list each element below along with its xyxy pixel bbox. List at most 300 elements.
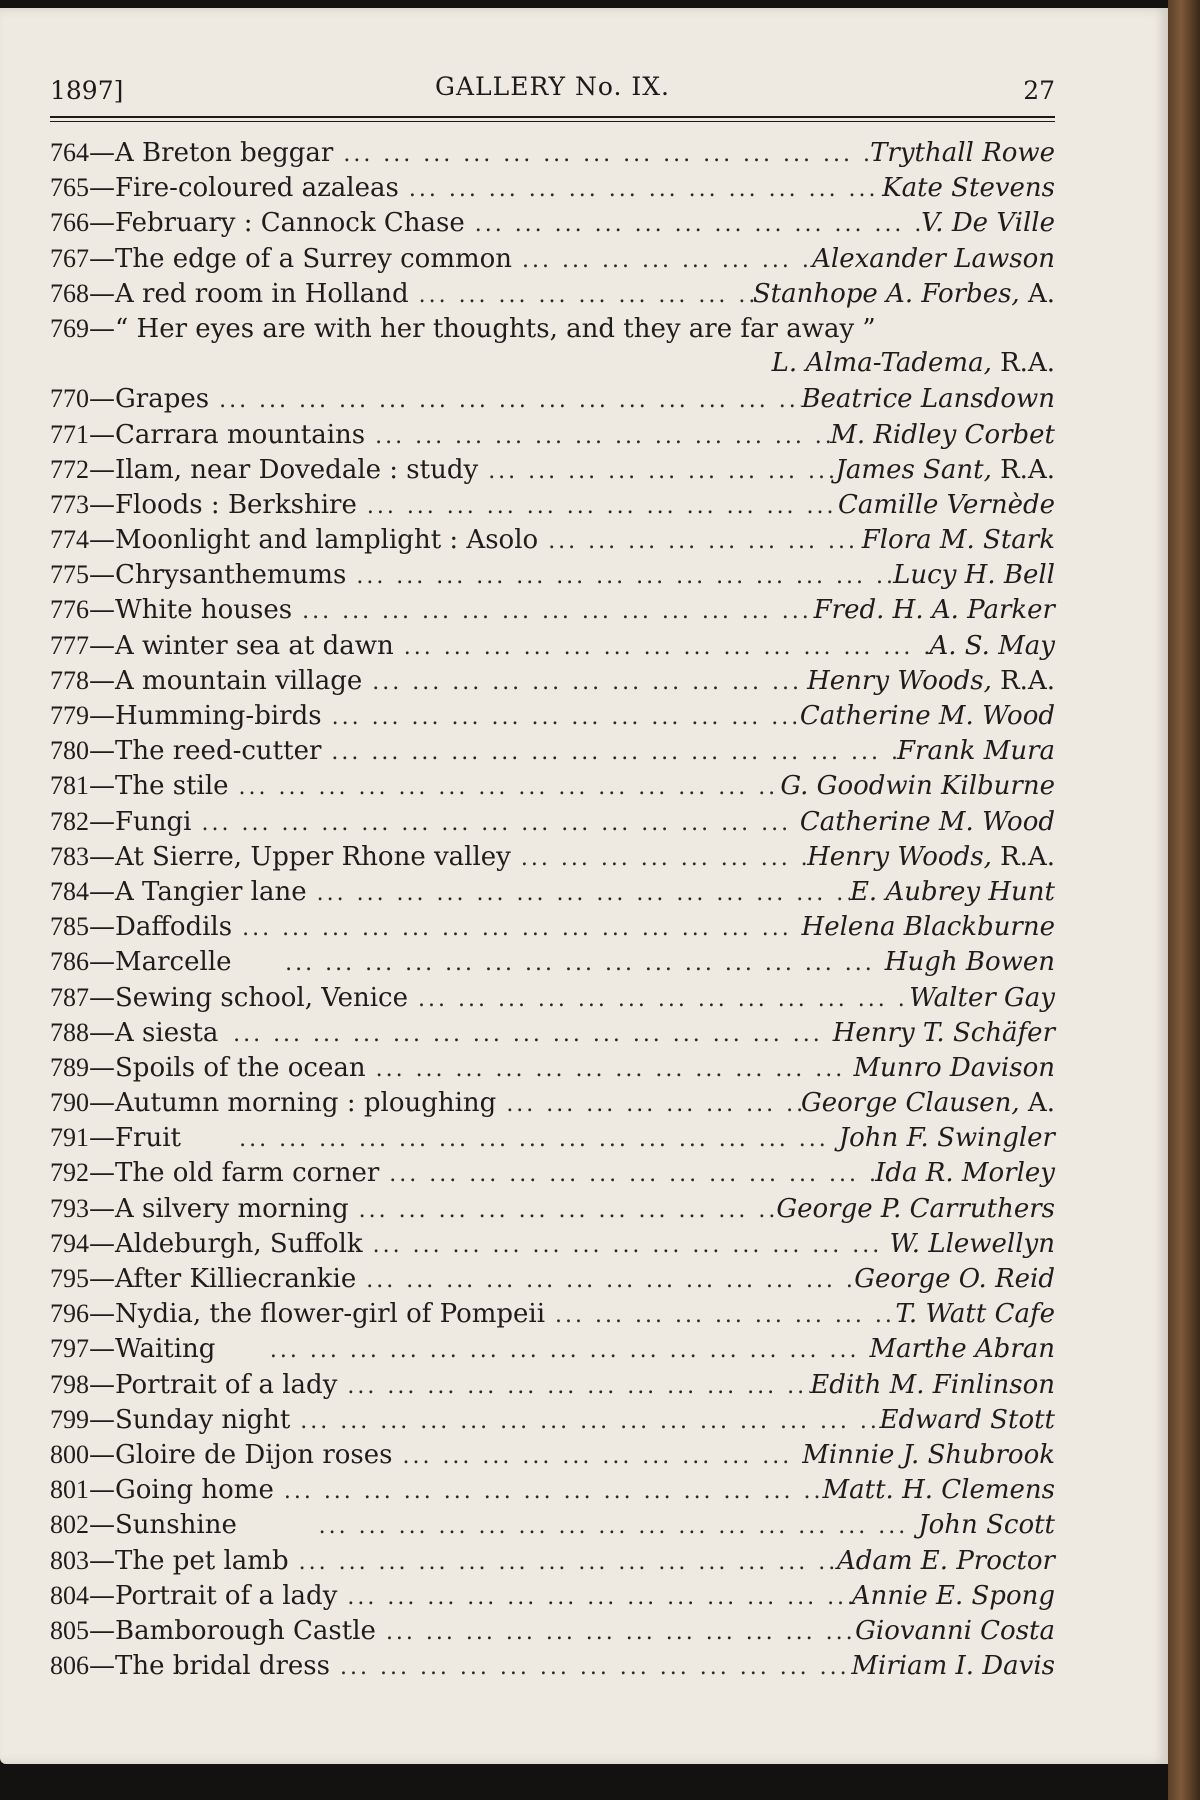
entry-artist	[837, 1544, 1055, 1579]
artist-name: W. Llewellyn	[889, 1228, 1055, 1259]
entry-number: 802	[50, 1510, 89, 1540]
entry-artist	[833, 1016, 1055, 1051]
entry-dash: —	[89, 525, 115, 556]
list-item	[50, 804, 1055, 839]
list-item	[50, 839, 1055, 874]
entry-number: 765	[50, 173, 89, 203]
entry-dash: —	[89, 630, 115, 661]
entry-dash: —	[89, 1017, 115, 1048]
artist-name: Hugh Bowen	[884, 947, 1055, 978]
entry-title: A Tangier lane	[115, 876, 307, 907]
entry-artist	[780, 769, 1055, 804]
entry-number: 800	[50, 1439, 89, 1469]
entry-dash: —	[89, 419, 115, 450]
entry-artist	[772, 346, 1055, 381]
entry-number: 792	[50, 1158, 89, 1188]
entry-title: Aldeburgh, Suffolk	[115, 1228, 363, 1259]
artist-name: Beatrice Lansdown	[801, 384, 1055, 415]
entry-artist	[897, 734, 1055, 769]
leader-dots	[229, 770, 781, 805]
entry-title: The reed-cutter	[115, 736, 322, 767]
leader-dots	[349, 1193, 777, 1228]
book-spine	[1168, 0, 1200, 1800]
leader-dots	[357, 489, 838, 524]
entry-number: 789	[50, 1052, 89, 1082]
entry-number: 795	[50, 1264, 89, 1293]
artist-name: Lucy H. Bell	[893, 560, 1055, 591]
entry-number: 766	[50, 208, 89, 238]
artist-name: Kate Stevens	[882, 173, 1055, 204]
entry-number: 798	[50, 1369, 89, 1399]
leader-dots	[232, 911, 801, 946]
entry-title: White houses	[115, 595, 293, 626]
artist-name: Walter Gay	[909, 982, 1055, 1013]
artist-name: George O. Reid	[854, 1264, 1055, 1294]
artist-honor: A.	[1027, 278, 1055, 309]
artist-name: Trythall Rowe	[870, 138, 1055, 168]
artist-name: John F. Swingler	[838, 1123, 1055, 1154]
list-item	[50, 135, 1055, 170]
entry-title: Fungi	[115, 806, 192, 837]
artist-name: John Scott	[918, 1510, 1055, 1541]
leader-dots	[290, 1404, 879, 1439]
entry-artist	[802, 1438, 1055, 1473]
entry-artist	[800, 699, 1055, 734]
entry-number: 764	[50, 138, 89, 167]
entry-artist	[909, 981, 1055, 1016]
list-item	[50, 417, 1055, 452]
header-rule-thin	[50, 121, 1055, 122]
entry-dash: —	[89, 313, 115, 344]
list-item	[50, 663, 1055, 698]
artist-honor: R.A.	[1000, 665, 1055, 696]
entry-number: 801	[50, 1475, 89, 1505]
entry-number: 775	[50, 560, 89, 590]
page-number: 27	[1023, 76, 1055, 105]
entry-artist	[870, 1332, 1056, 1367]
artist-name: V. De Ville	[921, 208, 1055, 239]
artist-name: Miriam I. Davis	[851, 1651, 1055, 1682]
entry-title: Fruit	[115, 1123, 181, 1154]
entry-title: Waiting	[115, 1334, 216, 1365]
entry-artist	[879, 1403, 1055, 1438]
entry-artist	[870, 136, 1055, 171]
leader-dots	[215, 1333, 869, 1368]
entry-artist	[807, 840, 1055, 875]
list-item	[50, 1191, 1055, 1226]
entry-artist	[929, 629, 1055, 664]
entry-artist	[802, 910, 1055, 945]
artist-name: G. Goodwin Kilburne	[780, 771, 1055, 802]
entry-dash: —	[89, 1404, 115, 1435]
leader-dots	[356, 1263, 854, 1298]
list-item	[50, 1367, 1055, 1402]
list-item	[50, 1296, 1055, 1331]
list-item	[50, 768, 1055, 803]
list-item	[50, 522, 1055, 557]
list-item	[50, 909, 1055, 944]
list-item	[50, 557, 1055, 592]
entry-dash: —	[89, 1334, 115, 1365]
list-item	[50, 733, 1055, 768]
entry-number: 773	[50, 489, 89, 519]
entry-artist	[918, 1508, 1055, 1543]
entry-number: 796	[50, 1299, 89, 1329]
entry-artist	[854, 1262, 1055, 1297]
artist-name: Edward Stott	[879, 1404, 1055, 1435]
entry-artist	[862, 523, 1055, 558]
artist-name: A. S. May	[929, 630, 1055, 661]
entry-artist	[830, 418, 1055, 453]
entry-title: The stile	[115, 771, 229, 802]
entry-list	[50, 135, 1055, 1683]
entry-number: 794	[50, 1228, 89, 1258]
list-item	[50, 1437, 1055, 1472]
entry-artist	[850, 875, 1055, 910]
entry-artist	[893, 558, 1055, 593]
entry-number: 790	[50, 1088, 89, 1118]
entry-title: Ilam, near Dovedale : study	[115, 454, 479, 485]
entry-title: The pet lamb	[115, 1545, 289, 1576]
list-item	[50, 1402, 1055, 1437]
entry-title: Chrysanthemums	[115, 560, 347, 591]
entry-number: 799	[50, 1404, 89, 1434]
entry-number: 786	[50, 947, 89, 977]
entry-dash: —	[89, 595, 115, 626]
entry-dash: —	[89, 771, 115, 802]
list-item	[50, 1050, 1055, 1085]
entry-artist	[836, 453, 1056, 488]
artist-honor: R.A.	[1000, 841, 1055, 872]
leader-dots	[408, 982, 909, 1017]
artist-name: Alexander Lawson	[812, 243, 1055, 274]
list-item	[50, 311, 1055, 346]
list-item	[50, 1120, 1055, 1155]
leader-dots	[366, 1052, 854, 1087]
entry-number: 803	[50, 1545, 89, 1575]
entry-title: Carrara mountains	[115, 419, 366, 450]
entry-dash: —	[89, 1510, 115, 1541]
artist-name: E. Aubrey Hunt	[849, 876, 1055, 907]
catalogue-page	[0, 8, 1168, 1764]
leader-dots	[322, 700, 800, 735]
entry-artist	[838, 488, 1055, 523]
list-item	[50, 276, 1055, 311]
entry-number: 774	[50, 525, 89, 555]
entry-dash: —	[89, 701, 115, 731]
list-item	[50, 874, 1055, 909]
entry-title: A mountain village	[115, 665, 363, 696]
list-item	[50, 205, 1055, 240]
entry-number: 778	[50, 665, 89, 695]
leader-dots	[379, 1157, 875, 1192]
leader-dots	[333, 137, 870, 172]
artist-name: Henry Woods,	[807, 665, 992, 696]
list-item	[50, 381, 1055, 416]
entry-number: 784	[50, 876, 89, 906]
entry-title: A red room in Holland	[115, 278, 409, 309]
header-rule-thick	[50, 116, 1055, 118]
leader-dots	[330, 1650, 851, 1685]
entry-artist	[921, 206, 1055, 241]
leader-dots	[394, 630, 930, 665]
leader-dots	[181, 1122, 839, 1157]
entry-artist	[807, 664, 1055, 699]
list-item	[50, 1578, 1055, 1613]
entry-title: A winter sea at dawn	[115, 630, 394, 661]
artist-name: Catherine M. Wood	[799, 701, 1055, 731]
entry-number: 777	[50, 630, 89, 660]
leader-dots	[209, 383, 801, 418]
entry-number: 770	[50, 384, 89, 414]
entry-artist	[814, 593, 1055, 628]
entry-title: Sunshine	[115, 1510, 237, 1541]
list-item	[50, 628, 1055, 663]
leader-dots	[232, 946, 885, 981]
entry-dash: —	[89, 1193, 115, 1224]
entry-dash: —	[89, 454, 115, 485]
entry-dash: —	[89, 947, 115, 978]
entry-number: 783	[50, 841, 89, 871]
entry-artist	[800, 805, 1055, 840]
entry-title: Gloire de Dijon roses	[115, 1439, 393, 1470]
artist-name: George Clausen,	[800, 1088, 1020, 1119]
list-item	[50, 170, 1055, 205]
leader-dots	[399, 172, 882, 207]
entry-number: 767	[50, 243, 89, 273]
entry-number: 806	[50, 1651, 89, 1681]
artist-name: Fred. H. A. Parker	[813, 595, 1055, 626]
leader-dots	[346, 559, 893, 594]
artist-name: Minnie J. Shubrook	[802, 1439, 1055, 1470]
artist-name: Camille Vernède	[837, 489, 1055, 520]
entry-title: The bridal dress	[115, 1651, 330, 1682]
artist-name: George P. Carruthers	[776, 1193, 1055, 1224]
entry-artist	[810, 1368, 1055, 1403]
entry-title: The edge of a Surrey common	[115, 243, 513, 274]
entry-number: 771	[50, 419, 89, 449]
entry-title: Marcelle	[115, 947, 232, 978]
entry-dash: —	[89, 736, 115, 767]
artist-name: Annie E. Spong	[851, 1580, 1055, 1611]
list-item-continuation	[50, 346, 1055, 381]
entry-number: 768	[50, 278, 89, 308]
leader-dots	[512, 243, 812, 278]
artist-name: M. Ridley Corbet	[830, 419, 1055, 450]
leader-dots	[538, 524, 862, 559]
entry-dash: —	[89, 1651, 115, 1682]
artist-honor: A.	[1027, 1088, 1055, 1119]
artist-name: Frank Mura	[896, 736, 1055, 767]
leader-dots	[365, 419, 830, 454]
entry-dash: —	[89, 138, 115, 168]
entry-title: Autumn morning : ploughing	[115, 1088, 497, 1119]
list-item	[50, 1155, 1055, 1190]
entry-number: 785	[50, 912, 89, 942]
entry-artist	[776, 1192, 1055, 1227]
list-item	[50, 1472, 1055, 1507]
entry-number: 797	[50, 1334, 89, 1364]
list-item	[50, 944, 1055, 979]
entry-title: A silvery morning	[115, 1193, 349, 1224]
leader-dots	[362, 665, 807, 700]
entry-dash: —	[89, 1545, 115, 1576]
artist-name: Marthe Abran	[869, 1334, 1055, 1365]
entry-artist	[895, 1297, 1055, 1332]
entry-number: 788	[50, 1017, 89, 1047]
leader-dots	[545, 1298, 895, 1333]
gallery-title: GALLERY No. IX.	[435, 72, 670, 101]
entry-title: “ Her eyes are with her thoughts, and they are far away ”	[115, 313, 876, 344]
entry-title: Spoils of the ocean	[115, 1052, 366, 1083]
entry-dash: —	[89, 841, 115, 872]
artist-honor: R.A.	[1000, 454, 1055, 485]
list-item	[50, 1085, 1055, 1120]
entry-artist	[855, 1614, 1055, 1649]
entry-artist	[801, 1086, 1055, 1121]
entry-artist	[801, 382, 1055, 417]
leader-dots	[237, 1509, 918, 1544]
entry-title: Fire-coloured azaleas	[115, 173, 399, 204]
entry-artist	[753, 277, 1055, 312]
leader-dots	[307, 876, 850, 911]
entry-title: Grapes	[115, 384, 210, 415]
entry-dash: —	[89, 208, 115, 239]
entry-title: After Killiecrankie	[115, 1264, 357, 1294]
entry-title: A Breton beggar	[115, 138, 334, 168]
artist-name: Munro Davison	[853, 1052, 1055, 1083]
artist-name: Adam E. Proctor	[836, 1545, 1055, 1576]
entry-dash: —	[89, 1158, 115, 1189]
list-item	[50, 1015, 1055, 1050]
leader-dots	[337, 1369, 810, 1404]
entry-title: A siesta	[115, 1017, 219, 1048]
list-item	[50, 487, 1055, 522]
entry-number: 769	[50, 313, 89, 343]
leader-dots	[363, 1228, 890, 1263]
page-header	[50, 70, 1055, 110]
entry-title: Portrait of a lady	[115, 1369, 338, 1400]
entry-title: Floods : Berkshire	[115, 489, 357, 520]
list-item	[50, 592, 1055, 627]
entry-dash: —	[89, 1615, 115, 1646]
entry-dash: —	[89, 912, 115, 943]
artist-name: Stanhope A. Forbes,	[752, 278, 1020, 309]
list-item	[50, 1507, 1055, 1542]
leader-dots	[392, 1439, 802, 1474]
artist-name: Matt. H. Clemens	[822, 1475, 1055, 1506]
entry-title: Going home	[115, 1475, 274, 1506]
entry-dash: —	[89, 560, 115, 591]
entry-number: 780	[50, 736, 89, 766]
entry-artist	[885, 945, 1055, 980]
header-year: 1897]	[50, 76, 124, 105]
leader-dots	[409, 278, 753, 313]
list-item	[50, 1226, 1055, 1261]
leader-dots	[289, 1545, 837, 1580]
entry-dash: —	[89, 1052, 115, 1083]
entry-dash: —	[89, 1299, 115, 1330]
leader-dots	[292, 594, 814, 629]
entry-number: 793	[50, 1193, 89, 1223]
list-item	[50, 1543, 1055, 1578]
list-item	[50, 241, 1055, 276]
entry-dash: —	[89, 489, 115, 520]
entry-artist	[823, 1473, 1055, 1508]
list-item	[50, 1613, 1055, 1648]
leader-dots	[478, 454, 835, 489]
entry-title: Moonlight and lamplight : Asolo	[115, 525, 539, 556]
entry-title: Humming-birds	[115, 701, 322, 731]
entry-dash: —	[89, 243, 115, 274]
entry-number: 787	[50, 982, 89, 1012]
entry-dash: —	[89, 982, 115, 1013]
entry-dash: —	[89, 1123, 115, 1154]
entry-number: 776	[50, 595, 89, 625]
leader-dots	[218, 1017, 832, 1052]
entry-artist	[812, 242, 1055, 277]
list-item	[50, 452, 1055, 487]
artist-name: T. Watt Cafe	[895, 1299, 1055, 1330]
entry-title: The old farm corner	[115, 1158, 380, 1189]
entry-artist	[875, 1156, 1055, 1191]
entry-title: Sunday night	[115, 1404, 291, 1435]
leader-dots	[274, 1474, 823, 1509]
entry-dash: —	[89, 876, 115, 907]
artist-name: James Sant,	[835, 454, 992, 485]
entry-dash: —	[89, 1439, 115, 1470]
entry-number: 782	[50, 806, 89, 836]
entry-dash: —	[89, 1369, 115, 1400]
entry-number: 779	[50, 701, 89, 730]
entry-artist	[853, 1051, 1055, 1086]
leader-dots	[337, 1580, 851, 1615]
entry-number: 805	[50, 1615, 89, 1645]
list-item	[50, 1331, 1055, 1366]
entry-dash: —	[89, 1580, 115, 1611]
leader-dots	[192, 806, 800, 841]
entry-title: Daffodils	[115, 912, 233, 943]
entry-artist	[839, 1121, 1055, 1156]
leader-dots	[376, 1615, 855, 1650]
entry-number: 791	[50, 1123, 89, 1153]
entry-title: Portrait of a lady	[115, 1580, 338, 1611]
entry-dash: —	[89, 1475, 115, 1506]
list-item	[50, 1261, 1055, 1296]
entry-dash: —	[89, 278, 115, 309]
artist-name: Catherine M. Wood	[799, 806, 1055, 837]
entry-number: 804	[50, 1580, 89, 1610]
artist-honor: R.A.	[1000, 348, 1055, 379]
list-item	[50, 698, 1055, 733]
entry-artist	[890, 1227, 1055, 1262]
artist-name: Henry T. Schäfer	[832, 1017, 1055, 1048]
entry-title: February : Cannock Chase	[115, 208, 465, 239]
entry-dash: —	[89, 1088, 115, 1119]
entry-number: 781	[50, 771, 89, 801]
leader-dots	[321, 735, 897, 770]
entry-dash: —	[89, 173, 115, 204]
entry-title: Sewing school, Venice	[115, 982, 409, 1013]
artist-name: Flora M. Stark	[861, 525, 1055, 556]
list-item	[50, 1648, 1055, 1683]
leader-dots	[465, 207, 921, 242]
entry-title: Nydia, the flower-girl of Pompeii	[115, 1299, 546, 1330]
leader-dots	[496, 1087, 801, 1122]
entry-artist	[882, 171, 1055, 206]
artist-name: Edith M. Finlinson	[810, 1369, 1055, 1400]
entry-dash: —	[89, 1228, 115, 1259]
